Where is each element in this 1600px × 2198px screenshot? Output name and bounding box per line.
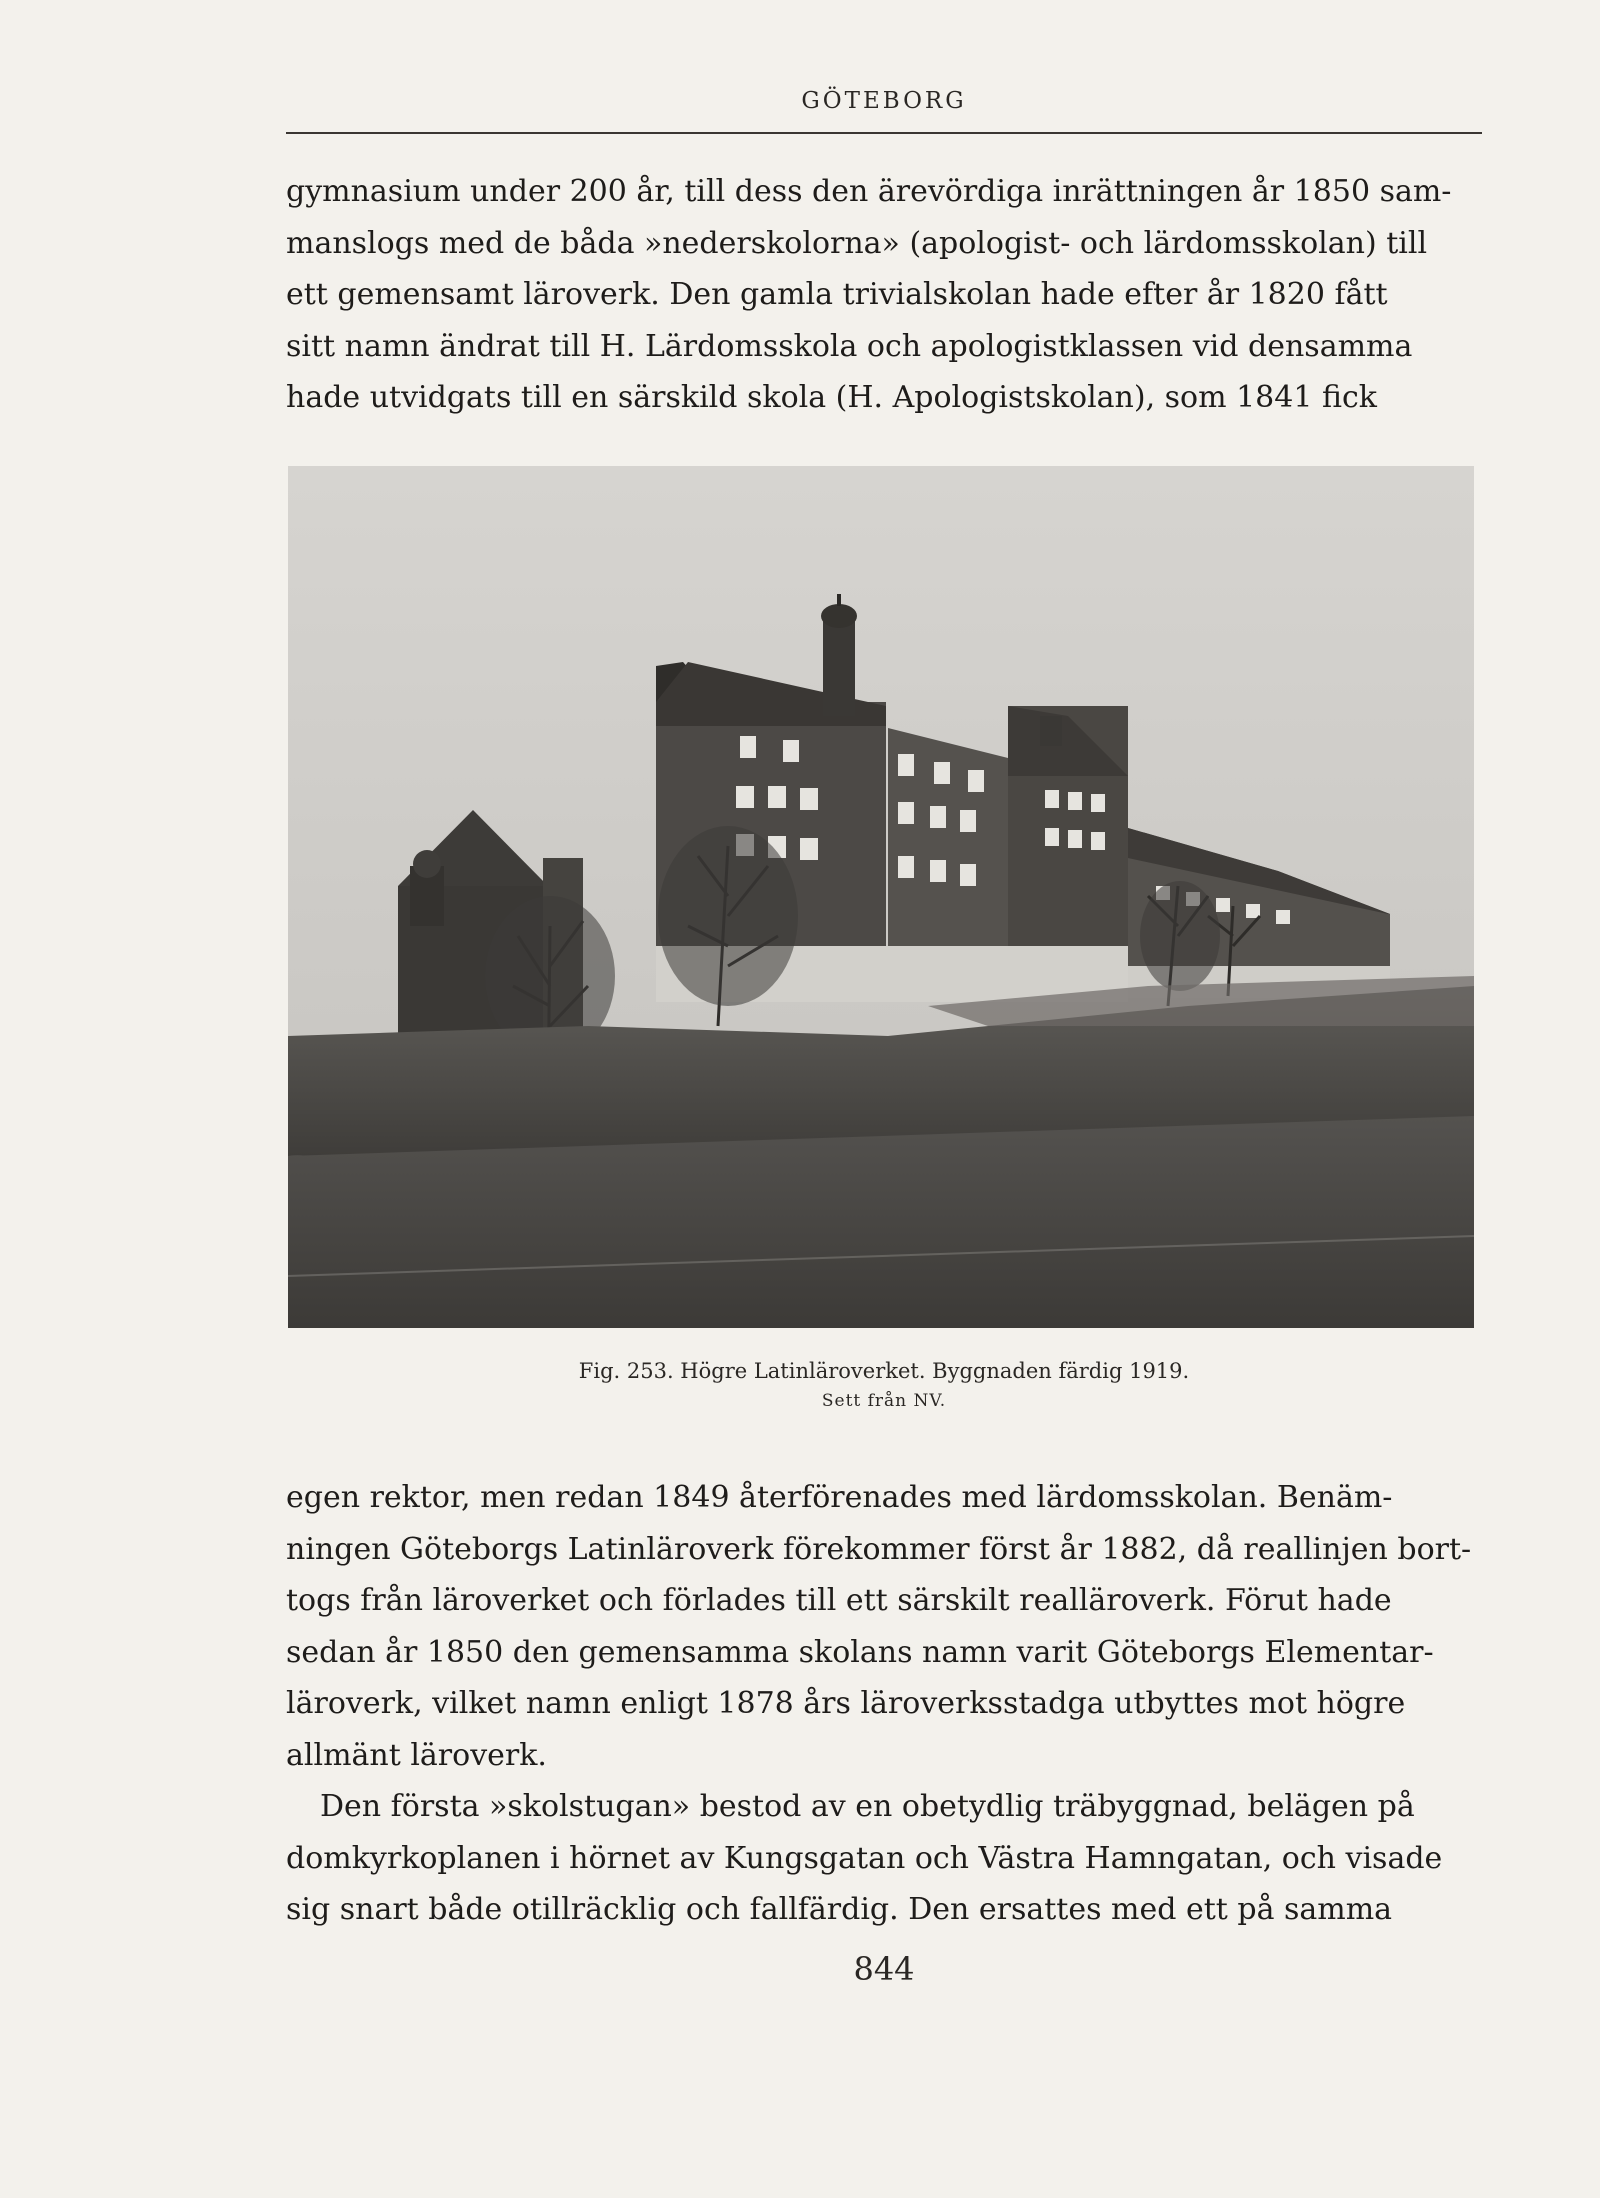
text-line: manslogs med de båda »nederskolorna» (apologist- och lärdomsskolan) till	[286, 225, 1428, 261]
text-line: ett gemensamt läroverk. Den gamla trivialskolan hade efter år 1820 fått	[286, 277, 1388, 312]
text-line: domkyrkoplanen i hörnet av Kungsgatan och Västra Hamngatan, och visade	[286, 1840, 1443, 1876]
text-line: sedan år 1850 den gemensamma skolans namn varit Göteborgs Elementar-	[286, 1634, 1434, 1670]
body-text-top	[286, 166, 1482, 424]
text-line: sitt namn ändrat till H. Lärdomsskola och apologistklassen vid densamma	[286, 328, 1413, 364]
header-rule	[286, 132, 1482, 134]
page-number: 844	[853, 1950, 915, 1988]
body-text-bottom	[286, 1472, 1482, 1936]
text-line: Den första »skolstugan» bestod av en obetydlig träbyggnad, belägen på	[320, 1789, 1415, 1824]
text-line: läroverk, vilket namn enligt 1878 års läroverksstadga utbyttes mot högre	[286, 1686, 1406, 1721]
text-line: gymnasium under 200 år, till dess den ärevördiga inrättningen år 1850 sam-	[286, 174, 1452, 209]
text-line: allmänt läroverk.	[286, 1737, 547, 1773]
text-line: egen rektor, men redan 1849 återförenades med lärdomsskolan. Benäm-	[286, 1480, 1393, 1515]
caption-sub: Sett från NV.	[821, 1391, 947, 1411]
text-line: hade utvidgats till en särskild skola (H. Apologistskolan), som 1841 fick	[286, 380, 1377, 415]
text-line: togs från läroverket och förlades till ett särskilt realläroverk. Förut hade	[286, 1583, 1392, 1618]
figure-caption	[286, 1356, 1482, 1416]
text-line: ningen Göteborgs Latinläroverk förekommer först år 1882, då reallinjen bort-	[286, 1531, 1472, 1567]
running-head: GÖTEBORG	[801, 88, 967, 114]
text-line: sig snart både otillräcklig och fallfärdig. Den ersattes med ett på samma	[286, 1892, 1393, 1927]
building-photograph	[288, 466, 1474, 1328]
caption-main: Fig. 253. Högre Latinläroverket. Byggnaden färdig 1919.	[578, 1359, 1190, 1383]
